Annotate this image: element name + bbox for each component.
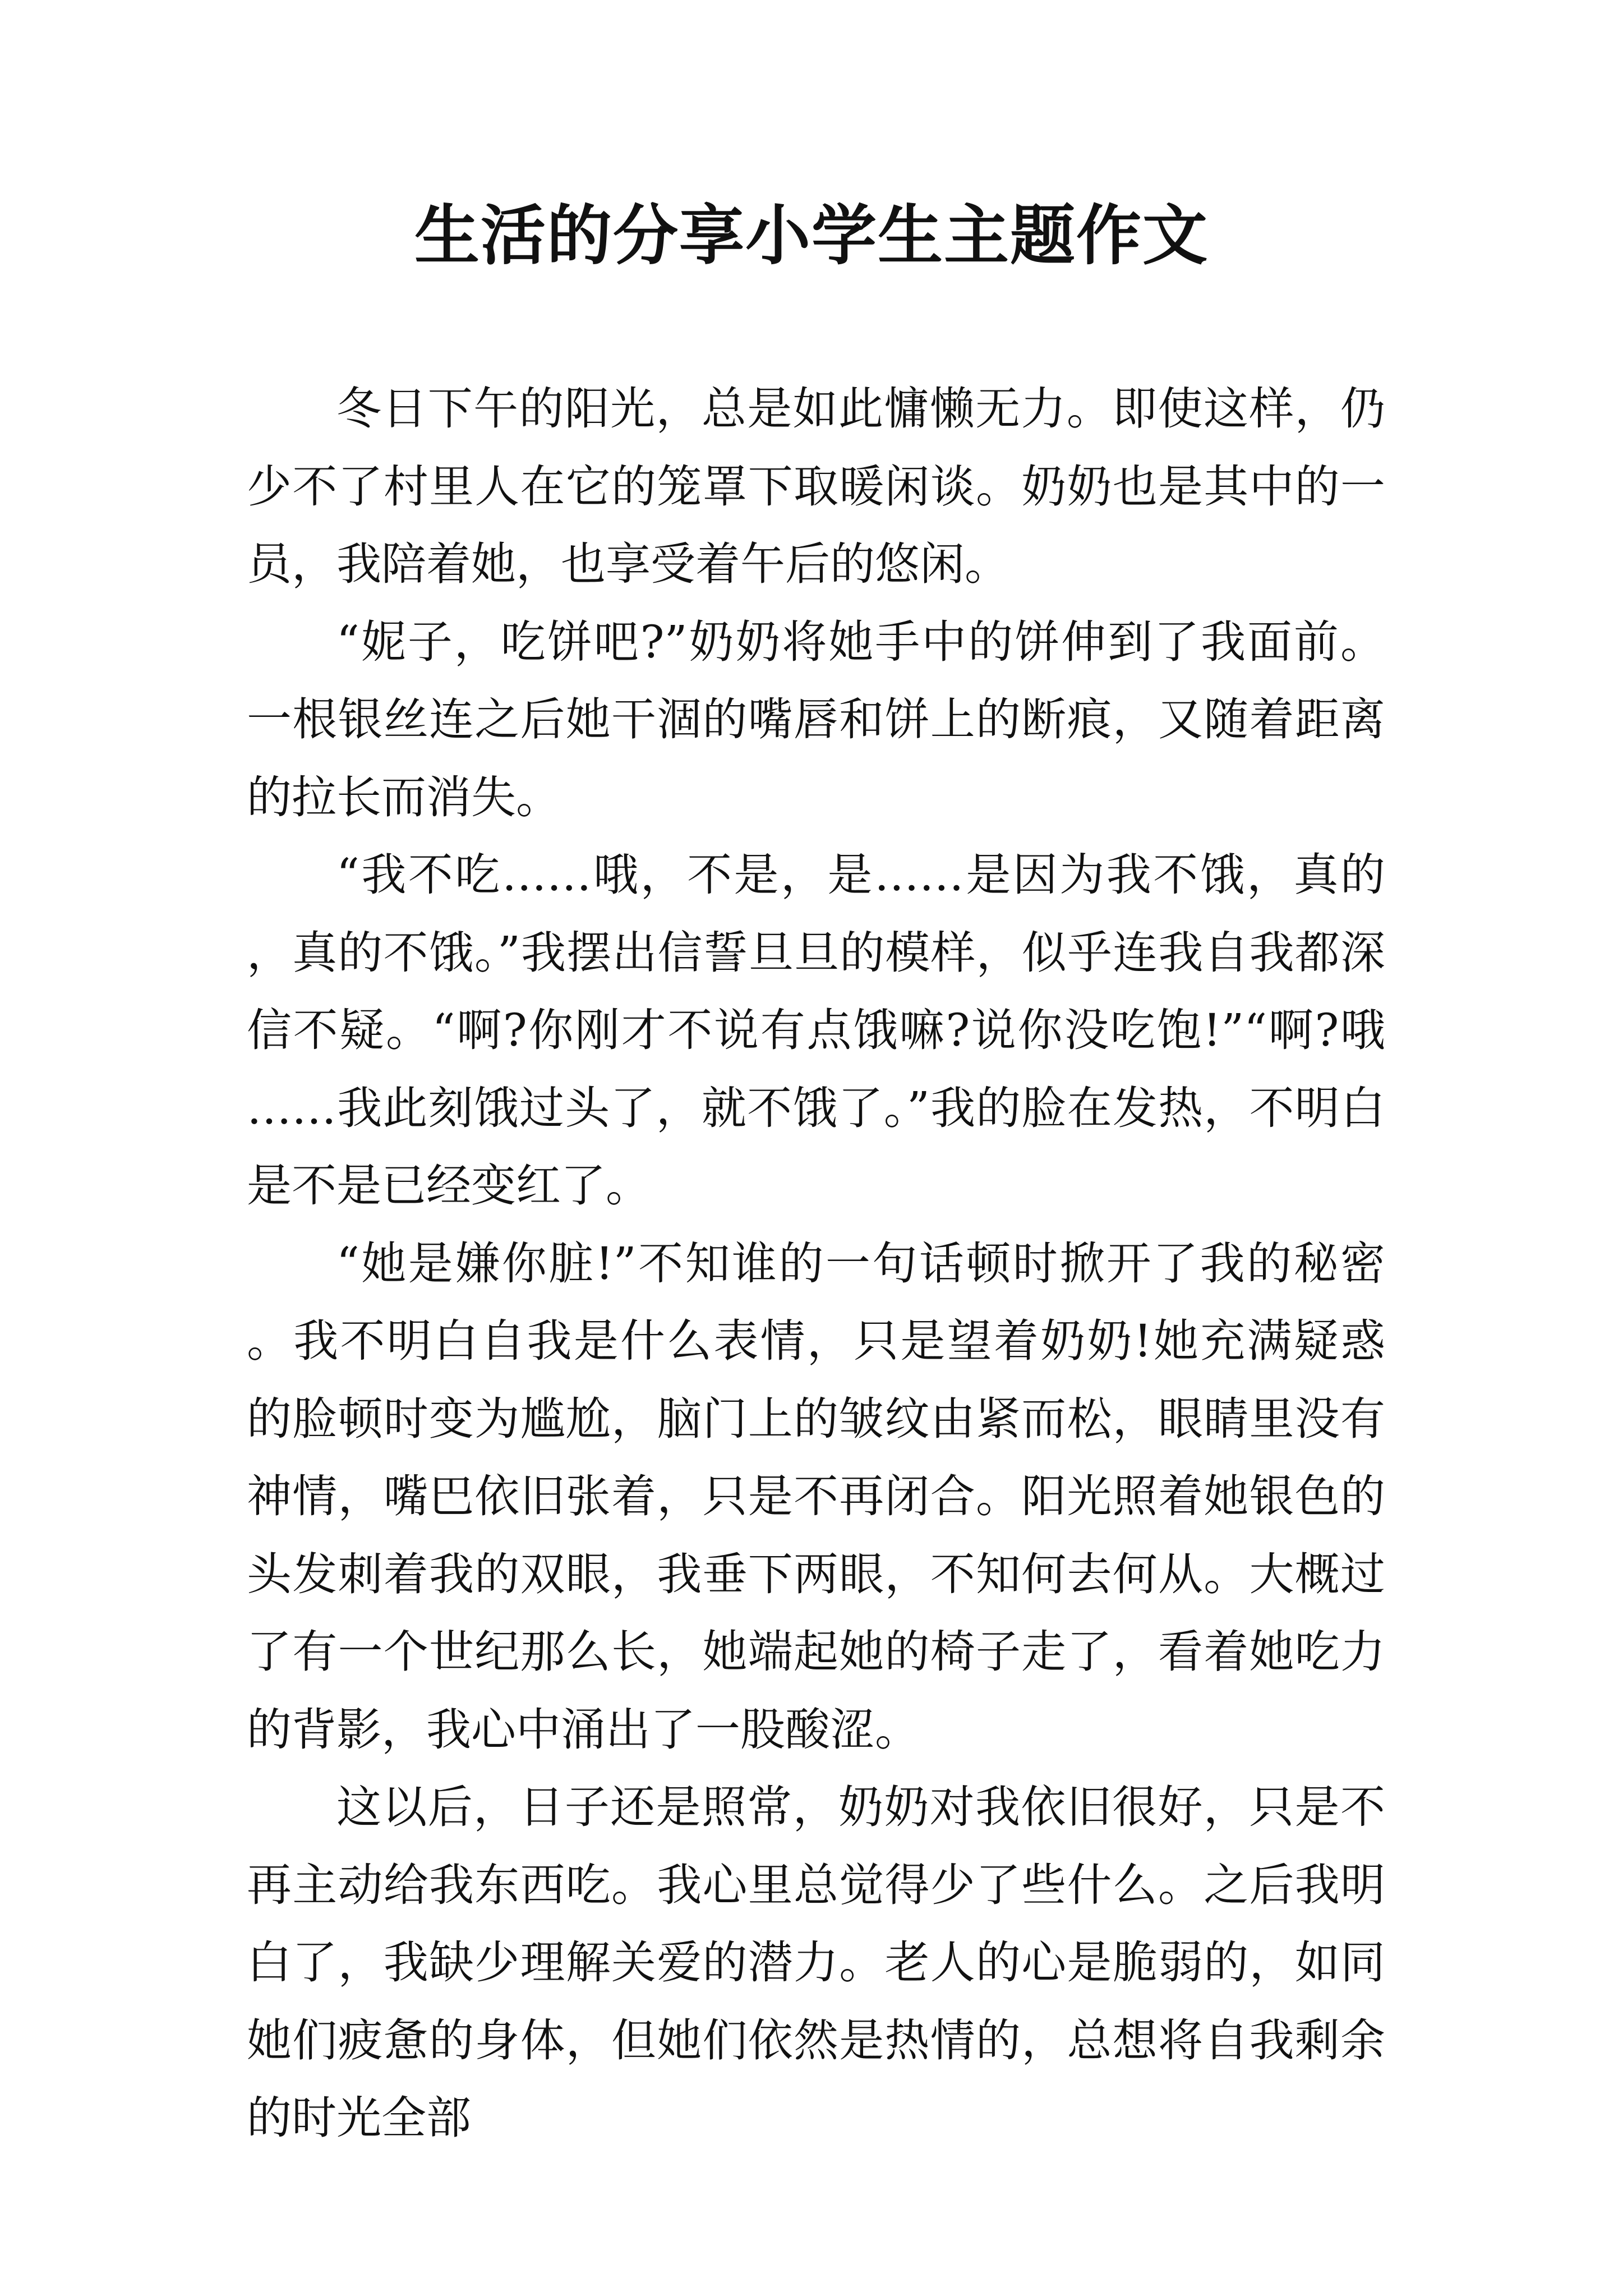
paragraph-5: 这以后，日子还是照常，奶奶对我依旧很好，只是不再主动给我东西吃。我心里总觉得少了些什么。之后我明白了，我缺少理解关爱的潜力。老人的心是脆弱的，如同她们疲惫的身体，但她们依然是热情的，总想将自我剩余的时光全部 — [247, 1781, 1385, 2144]
paragraph-4: “她是嫌你脏!”不知谁的一句话顿时掀开了我的秘密。我不明白自我是什么表情，只是望着奶奶!她充满疑惑的脸顿时变为尴尬，脑门上的皱纹由紧而松，眼睛里没有神情，嘴巴依旧张着，只是不再闭合。阳光照着她银色的头发刺着我的双眼，我垂下两眼，不知何去何从。大概过了有一个世纪那么长，她端起她的椅子走了，看着她吃力的背影，我心中涌出了一股酸涩。 — [247, 1237, 1385, 1756]
document-body — [247, 370, 1385, 2157]
document-title: 生活的分享小学生主题作文 — [414, 197, 1209, 274]
paragraph-3: “我不吃……哦，不是，是……是因为我不饿，真的，真的不饿。”我摆出信誓旦旦的模样，似乎连我自我都深信不疑。“啊?你刚才不说有点饿嘛?说你没吃饱!”“啊?哦……我此刻饿过头了，就不饿了。”我的脸在发热，不明白是不是已经变红了。 — [247, 849, 1385, 1212]
paragraph-2: “妮子，吃饼吧?”奶奶将她手中的饼伸到了我面前。一根银丝连之后她干涸的嘴唇和饼上的断痕，又随着距离的拉长而消失。 — [247, 615, 1385, 823]
paragraph-1: 冬日下午的阳光，总是如此慵懒无力。即使这样，仍少不了村里人在它的笼罩下取暖闲谈。奶奶也是其中的一员，我陪着她，也享受着午后的悠闲。 — [247, 383, 1385, 590]
